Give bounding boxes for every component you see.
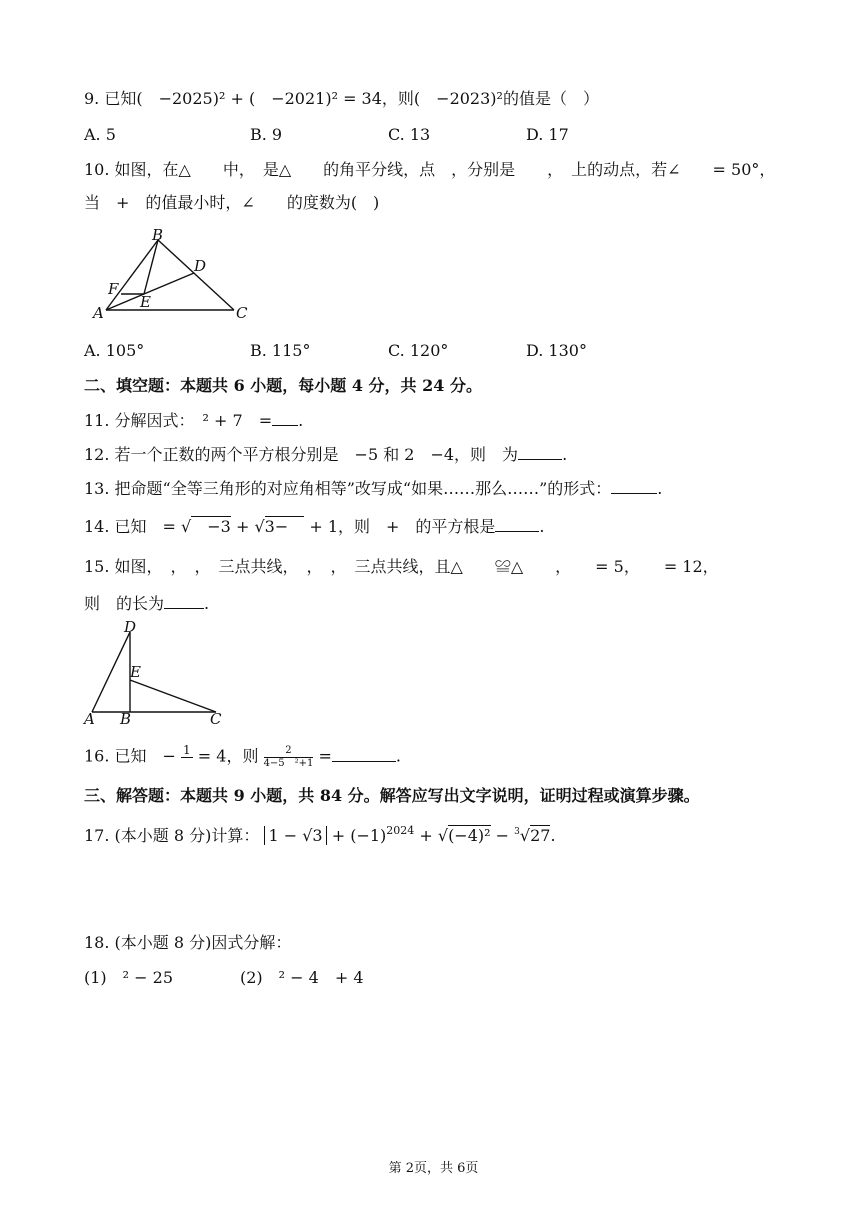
section3-heading: 三、解答题：本题共 9 小题，共 84 分。解答应写出文字说明，证明过程或演算步骤。 <box>84 786 700 805</box>
segment-ad <box>92 632 130 712</box>
segment-bc <box>158 240 234 310</box>
q15-stem-line2-wrap: 则 的长为 . <box>84 594 210 613</box>
q10-option-a: A. 105° <box>84 341 145 360</box>
q15-stem-line1: 15. 如图， ， ， 三点共线， ， ， 三点共线，且△ ≌△ ， = 5， = 12， <box>84 557 719 576</box>
q10-option-d: D. 130° <box>526 341 587 360</box>
segment-ec <box>130 680 216 712</box>
q9-option-c: C. 13 <box>388 125 431 144</box>
q15-stem-line2: 则 的长为 <box>84 594 165 613</box>
q10-triangle-figure <box>88 224 258 324</box>
q18-part2: (2) ² − 4 + 4 <box>240 968 364 987</box>
q14: 14. 已知 = √ −3 + √3− + 1，则 + 的平方根是 . <box>84 517 545 536</box>
q11-text: 11. 分解因式： ² + 7 = <box>84 411 273 430</box>
label-a: A <box>93 304 104 322</box>
q14-suffix: + 1，则 + 的平方根是 <box>309 517 496 536</box>
q16-eq: = 4，则 <box>197 746 259 766</box>
q10-stem-line2: 当 + 的值最小时，∠ 的度数为( ) <box>84 193 380 212</box>
segment-be <box>144 240 158 294</box>
q16-frac1-den <box>181 758 193 770</box>
q15-answer-blank[interactable] <box>164 592 204 609</box>
q12-text: 12. 若一个正数的两个平方根分别是 −5 和 2 −4，则 为 <box>84 445 519 464</box>
q15-figure <box>82 620 232 728</box>
sqrt-sign: √ <box>519 826 531 845</box>
q14-root2: 3− <box>264 517 305 536</box>
label-b: B <box>152 226 164 244</box>
q12: 12. 若一个正数的两个平方根分别是 −5 和 2 −4，则 为 . <box>84 445 568 464</box>
q11-answer-blank[interactable] <box>272 409 298 426</box>
q17-cube-index: 3 <box>514 827 520 837</box>
q14-plus: + <box>235 517 250 536</box>
q9-option-b: B. 9 <box>250 125 283 144</box>
q17-end: . <box>550 826 556 845</box>
label-e: E <box>130 663 141 681</box>
q17-abs: 1 − √3 <box>264 826 326 845</box>
q16-fraction2 <box>264 745 314 770</box>
label-a: A <box>84 710 95 728</box>
q17-term2: + (−1) <box>331 826 387 845</box>
q13-text: 13. 把命题“全等三角形的对应角相等”改写成“如果……那么……”的形式： <box>84 479 612 498</box>
q17-cube-content: 27 <box>530 826 551 845</box>
label-c: C <box>236 304 248 322</box>
q16-suffix: = <box>318 746 332 766</box>
q14-prefix: 14. 已知 = <box>84 517 176 536</box>
q13: 13. 把命题“全等三角形的对应角相等”改写成“如果……那么……”的形式： . <box>84 479 663 498</box>
q18-title: 18. (本小题 8 分)因式分解： <box>84 933 292 952</box>
q16-prefix: 16. 已知 − <box>84 746 176 766</box>
label-b: B <box>120 710 132 728</box>
q16-answer-blank[interactable] <box>332 745 396 762</box>
q14-root1: −3 <box>191 517 231 536</box>
q16-frac1-num: 1 <box>183 743 191 757</box>
q10-option-b: B. 115° <box>250 341 311 360</box>
q16-fraction1 <box>181 744 193 770</box>
label-d: D <box>124 620 137 636</box>
sqrt-sign: √ <box>437 826 449 845</box>
q10-option-c: C. 120° <box>388 341 449 360</box>
q10-stem-line1: 10. 如图，在△ 中， 是△ 的角平分线，点 ，分别是 ， 上的动点，若∠ = 50°， <box>84 160 776 179</box>
q14-answer-blank[interactable] <box>495 515 539 532</box>
label-f: F <box>108 280 119 298</box>
q9-option-d: D. 17 <box>526 125 569 144</box>
sqrt-sign: √ <box>254 517 265 536</box>
q17-plus: + <box>419 826 433 845</box>
q17 <box>84 825 556 850</box>
q9-option-a: A. 5 <box>84 125 116 144</box>
q16: 16. 已知 − 1 = 4，则 $\frac{2}{\text{4−5 ²+1}}$ = . <box>84 743 402 769</box>
q16-frac2-num: 2 <box>264 745 314 758</box>
label-c: C <box>210 710 222 728</box>
q13-answer-blank[interactable] <box>611 477 657 494</box>
section2-heading: 二、填空题：本题共 6 小题，每小题 4 分，共 24 分。 <box>84 376 482 395</box>
q17-prefix: 17. (本小题 8 分)计算： <box>84 826 260 845</box>
q11: 11. 分解因式： ² + 7 = . <box>84 411 304 430</box>
q12-answer-blank[interactable] <box>518 443 562 460</box>
q16-frac2-den: 4−5 ²+1 <box>263 757 314 769</box>
q18-part1: (1) ² − 25 <box>84 968 174 987</box>
q17-exp2: 2024 <box>386 824 415 837</box>
page-footer: 第 2页，共 6页 <box>388 1161 479 1176</box>
label-e: E <box>140 293 151 311</box>
sqrt-sign: √ <box>181 517 192 536</box>
q9-stem: 9. 已知( −2025)² + ( −2021)² = 34，则( −2023)²的值是（ ） <box>84 89 599 108</box>
label-d: D <box>194 257 207 275</box>
q17-minus: − <box>495 826 510 845</box>
q17-root-content: (−4)² <box>448 826 491 845</box>
